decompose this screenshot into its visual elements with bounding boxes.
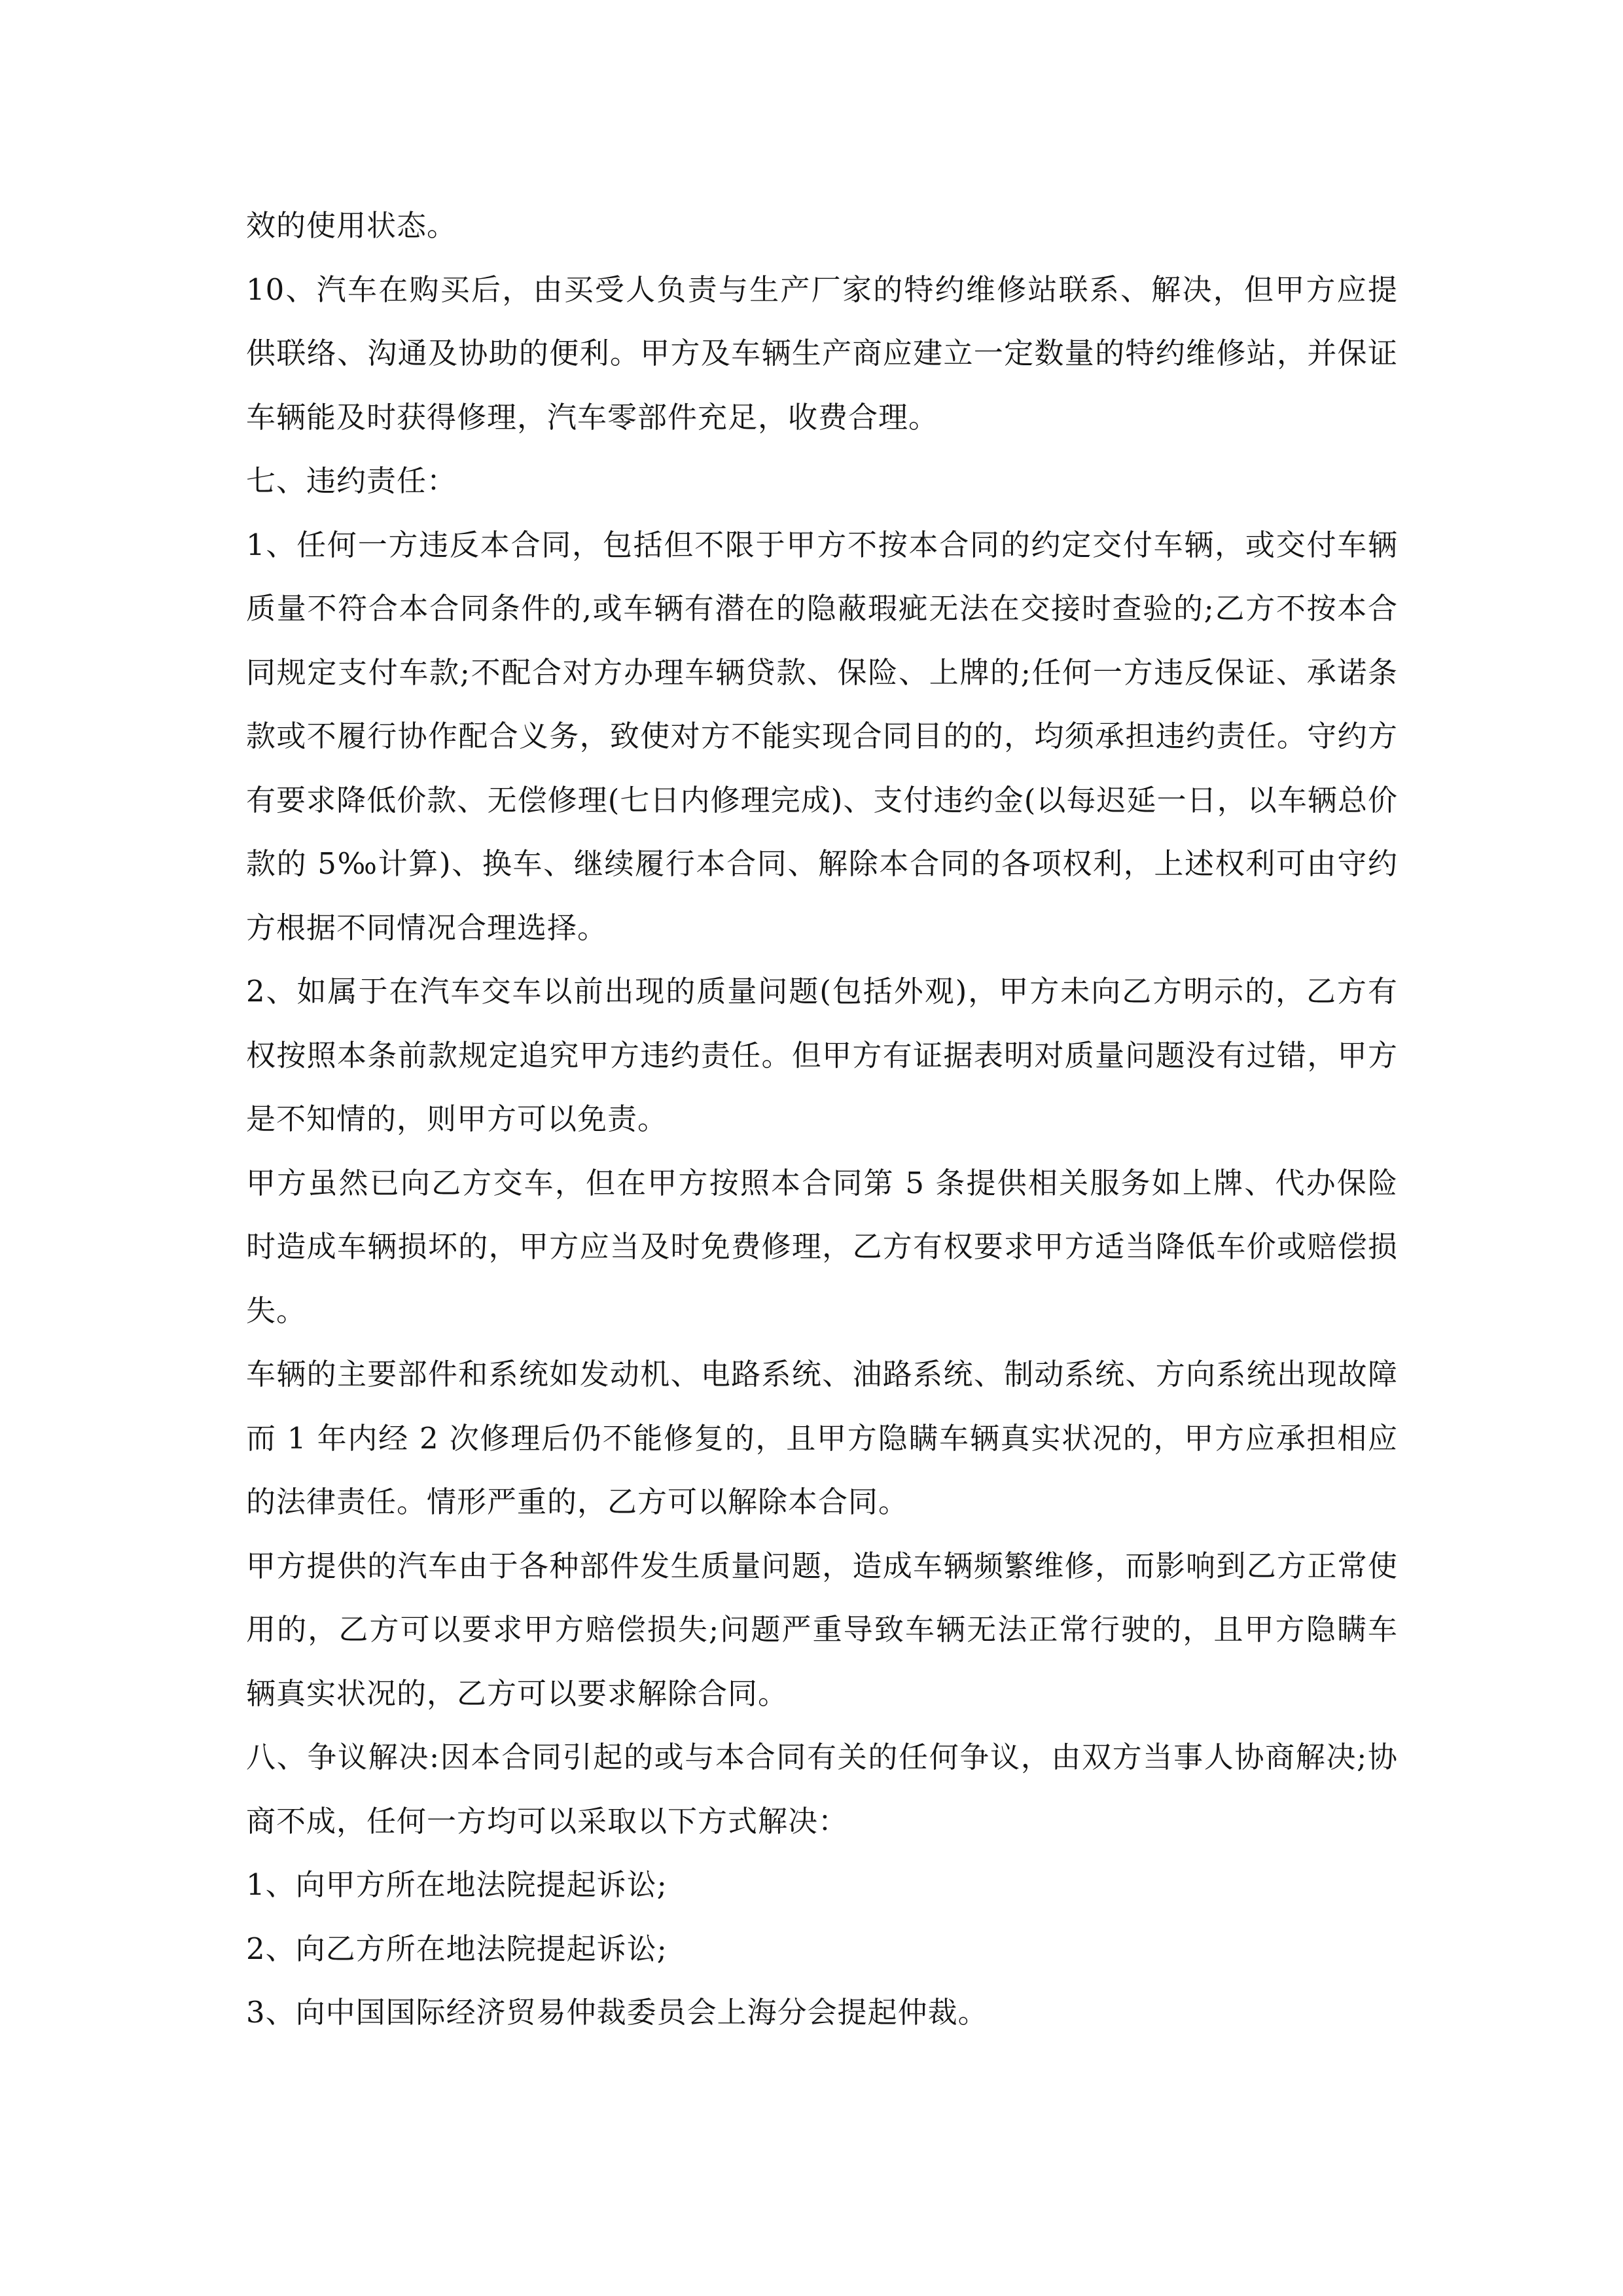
- paragraph-major-component-failure: 车辆的主要部件和系统如发动机、电路系统、油路系统、制动系统、方向系统出现故障而 1 年内经 2 次修理后仍不能修复的，且甲方隐瞒车辆真实状况的，甲方应承担相应的法律责任。情形严重的，乙方可以解除本合同。: [246, 1357, 1398, 1519]
- section-heading-breach-liability: 七、违约责任：: [246, 463, 457, 498]
- paragraph-clause-10-repair-service: 10、汽车在购买后，由买受人负责与生产厂家的特约维修站联系、解决，但甲方应提供联络、沟通及协助的便利。甲方及车辆生产商应建立一定数量的特约维修站，并保证车辆能及时获得修理，汽车零部件充足，收费合理。: [246, 272, 1398, 435]
- section-heading-dispute-resolution: 八、争议解决:因本合同引起的或与本合同有关的任何争议，由双方当事人协商解决;协商不成，任何一方均可以采取以下方式解决：: [246, 1740, 1398, 1839]
- list-item-arbitration: 3、向中国国际经济贸易仲裁委员会上海分会提起仲裁。: [246, 1995, 988, 2030]
- paragraph-breach-clause-2: 2、如属于在汽车交车以前出现的质量问题(包括外观)，甲方未向乙方明示的，乙方有权按照本条前款规定追究甲方违约责任。但甲方有证据表明对质量问题没有过错，甲方是不知情的，则甲方可以免责。: [246, 974, 1398, 1136]
- paragraph-breach-clause-1: 1、任何一方违反本合同，包括但不限于甲方不按本合同的约定交付车辆，或交付车辆质量不符合本合同条件的,或车辆有潜在的隐蔽瑕疵无法在交接时查验的;乙方不按本合同规定支付车款;不配合对方办理车辆贷款、保险、上牌的;任何一方违反保证、承诺条款或不履行协作配合义务，致使对方不能实现合同目的的，均须承担违约责任。守约方有要求降低价款、无偿修理(七日内修理完成)、支付违约金(以每迟延一日，以车辆总价款的 5‰计算)、换车、继续履行本合同、解除本合同的各项权利，上述权利可由守约方根据不同情况合理选择。: [246, 527, 1398, 945]
- paragraph-usage-state-tail: 效的使用状态。: [246, 208, 457, 243]
- list-item-court-party-a: 1、向甲方所在地法院提起诉讼;: [246, 1867, 668, 1902]
- paragraph-damage-during-service: 甲方虽然已向乙方交车，但在甲方按照本合同第 5 条提供相关服务如上牌、代办保险时造成车辆损坏的，甲方应当及时免费修理，乙方有权要求甲方适当降低车价或赔偿损失。: [246, 1165, 1398, 1328]
- contract-body: [246, 194, 1398, 2045]
- list-item-court-party-b: 2、向乙方所在地法院提起诉讼;: [246, 1931, 668, 1966]
- paragraph-frequent-repairs: 甲方提供的汽车由于各种部件发生质量问题，造成车辆频繁维修，而影响到乙方正常使用的，乙方可以要求甲方赔偿损失;问题严重导致车辆无法正常行驶的，且甲方隐瞒车辆真实状况的，乙方可以要求解除合同。: [246, 1548, 1398, 1711]
